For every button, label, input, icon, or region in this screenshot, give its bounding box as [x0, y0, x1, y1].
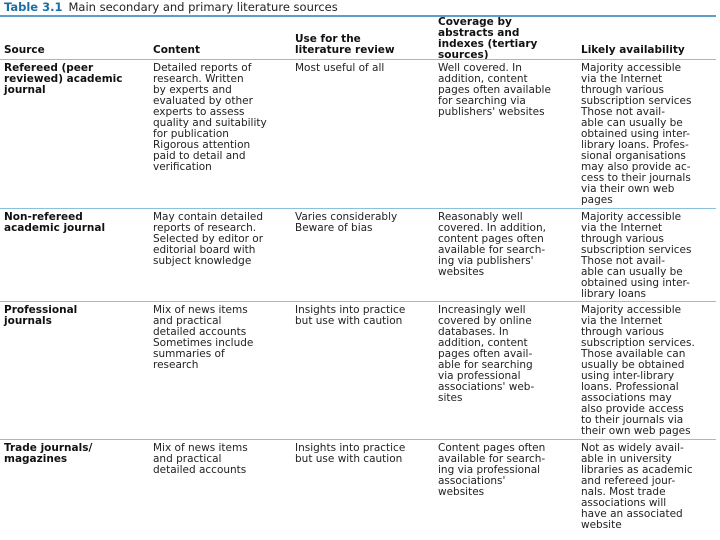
row1-source: Refereed (peer reviewed) academic journal [4, 62, 123, 96]
table-number: Table 3.1 [4, 0, 63, 14]
header-source: Source [4, 44, 45, 56]
row-rule-3 [0, 439, 716, 440]
row1-content: Detailed reports of research. Written by experts and evaluated by other experts to assess quality and suitability for publication Rigorous attention paid to detail and verification [153, 62, 267, 173]
row3-content: Mix of news items and practical detailed accounts Sometimes include summaries of research [153, 304, 254, 371]
header-availability: Likely availability [581, 44, 685, 56]
header-content: Content [153, 44, 201, 56]
row3-coverage: Increasingly well covered by online databases. In addition, content pages often avail- able for searching via professional associations' web- sites [438, 304, 535, 404]
table-caption [4, 0, 338, 14]
row4-content: Mix of news items and practical detailed accounts [153, 442, 248, 476]
row4-coverage: Content pages often available for search- ing via professional associations' websites [438, 442, 546, 498]
top-rule [0, 15, 716, 17]
row4-availability: Not as widely avail- able in university libraries as academic and refereed jour- nals. Most trade associations will have an associated website [581, 442, 693, 531]
header-use: Use for the literature review [295, 33, 395, 56]
row4-source: Trade journals/ magazines [4, 442, 93, 465]
header-coverage: Coverage by abstracts and indexes (tertiary sources) [438, 16, 538, 61]
header-rule [0, 59, 716, 60]
table-title: Main secondary and primary literature sources [68, 0, 338, 14]
row1-use: Most useful of all [295, 62, 385, 74]
row2-source: Non-refereed academic journal [4, 211, 106, 234]
row2-use: Varies considerably Beware of bias [295, 211, 398, 234]
row1-coverage: Well covered. In addition, content pages often available for searching via publishers' websites [438, 62, 551, 118]
row3-use: Insights into practice but use with caution [295, 304, 406, 327]
row2-coverage: Reasonably well covered. In addition, content pages often available for search- ing via publishers' websites [438, 211, 546, 278]
row2-content: May contain detailed reports of research. Selected by editor or editorial board with subject knowledge [153, 211, 264, 267]
row4-use: Insights into practice but use with caution [295, 442, 406, 465]
row3-source: Professional journals [4, 304, 78, 327]
row3-availability: Majority accessible via the Internet through various subscription services. Those available can usually be obtained using inter-library loans. Professional associations may also provide access to their journals via their own web pages [581, 304, 695, 437]
row-rule-1 [0, 208, 716, 209]
row1-availability: Majority accessible via the Internet through various subscription services Those not avail- able can usually be obtained using inter- library loans. Profes- sional organisations may also provide ac- cess to their journals via their own web pages [581, 62, 692, 206]
row-rule-2 [0, 301, 716, 302]
row2-availability: Majority accessible via the Internet through various subscription services Those not avail- able can usually be obtained using inter- library loans [581, 211, 692, 300]
